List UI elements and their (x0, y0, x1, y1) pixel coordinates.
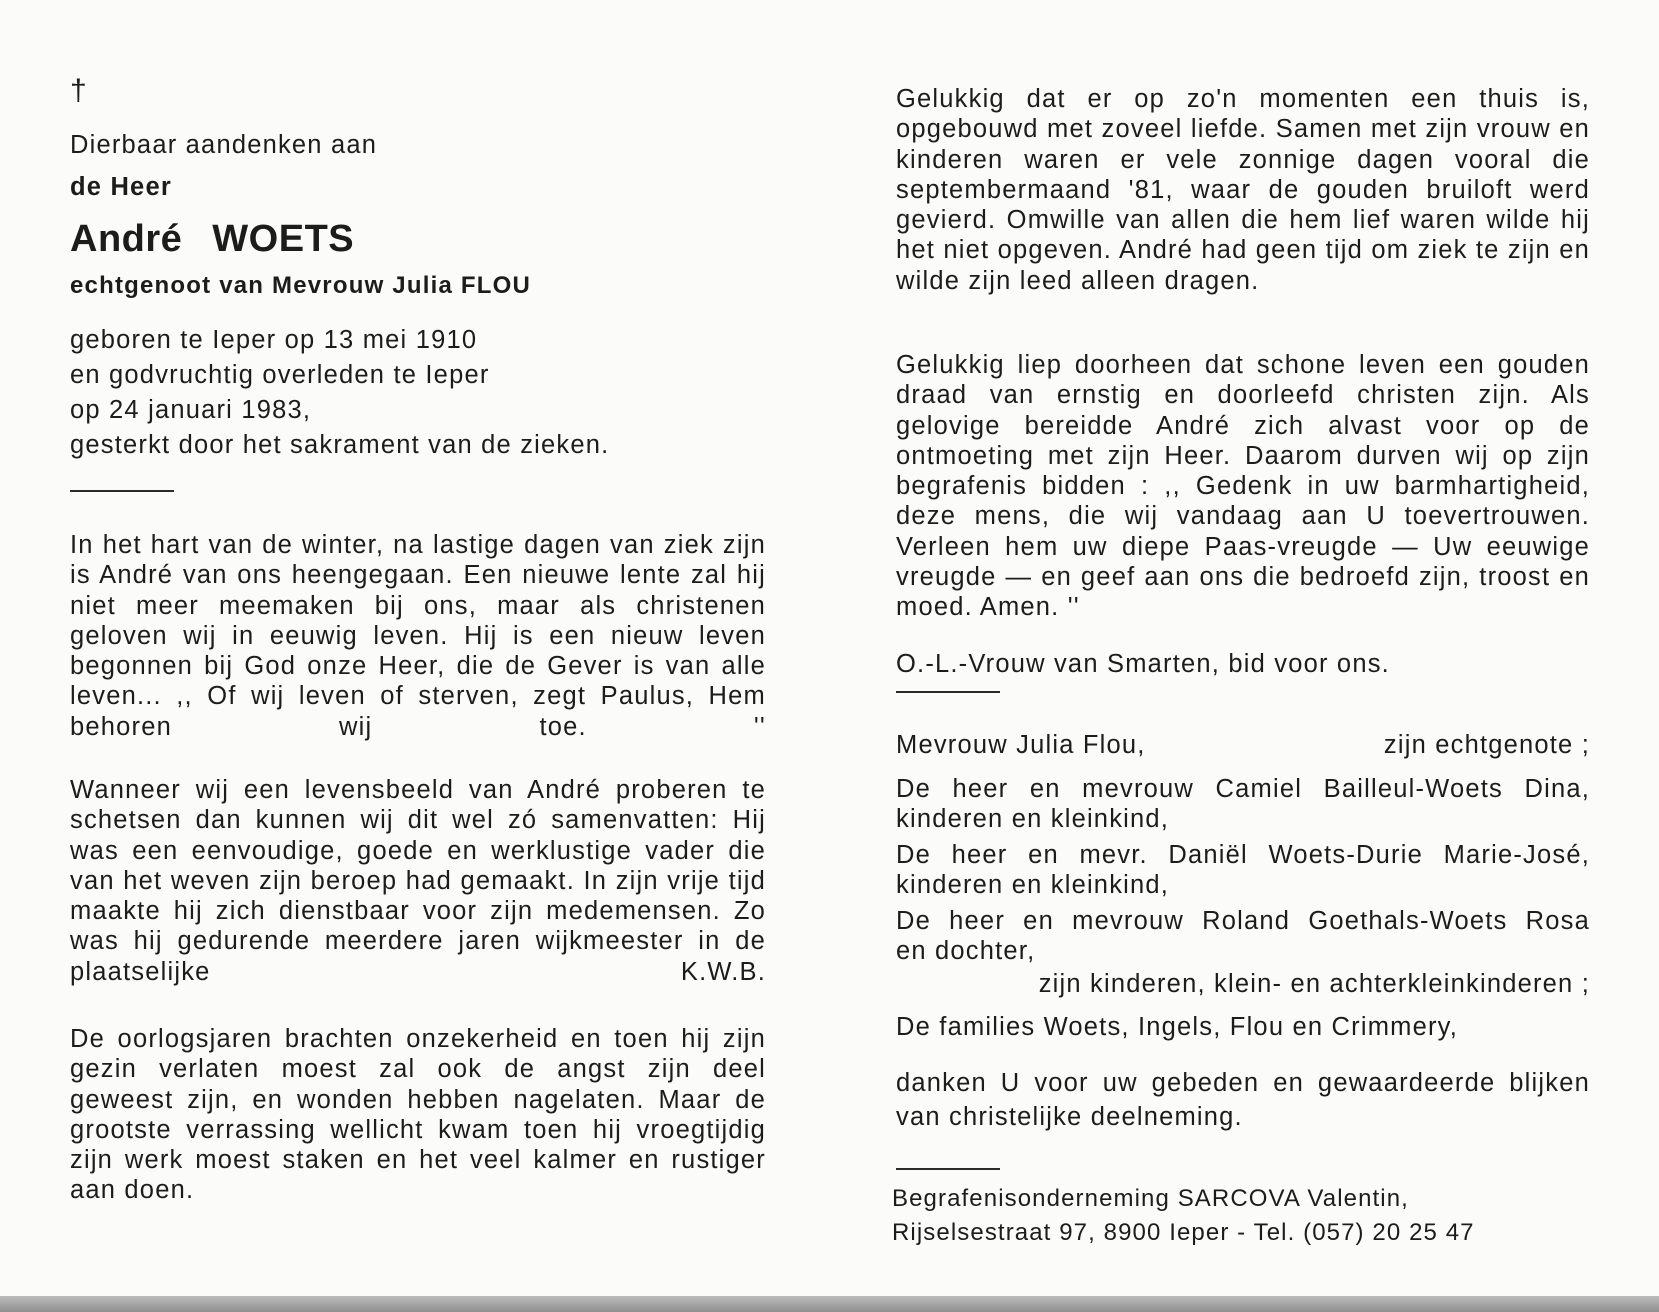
bio-line: en godvruchtig overleden te Ieper (70, 361, 490, 389)
scan-edge (0, 1296, 1659, 1312)
family-line: De heer en mevrouw Roland Goethals-Woets Rosa (896, 907, 1590, 935)
right-paragraph-2: Gelukkig liep doorheen dat schone leven een gouden draad van ernstig en doorleefd christen zijn. Als gelovige bereidde André zich alvast voor op de ontmoeting met zijn Heer. Daarom durven wij op zijn begrafenis bidden : ,, Gedenk in uw barmhartigheid, deze mens, die wij vandaag aan U toevertrouwen. Verleen hem uw diepe Paas-vreugde — Uw eeuwige vreugde — en geef aan ons die bedroefd zijn, troost en moed. Amen. '' (896, 351, 1590, 622)
children-summary: zijn kinderen, klein- en achterkleinkinderen ; (1038, 970, 1590, 998)
families-line: De families Woets, Ingels, Flou en Crimmery, (896, 1013, 1459, 1041)
bio-line: op 24 januari 1983, (70, 396, 312, 424)
left-paragraph-1: In het hart van de winter, na lastige dagen van ziek zijn is André van ons heengegaan. Een nieuwe lente zal hij niet meer meemaken bij ons, maar als christenen geloven wij in eeuwig leven. Hij is een nieuw leven begonnen bij God onze Heer, die de Gever is van alle leven... ,, Of wij leven of sterven, zegt Paulus, Hem behoren wij toe. '' (70, 531, 766, 741)
cross-symbol: † (70, 74, 87, 107)
family-line: De heer en mevr. Daniël Woets-Durie Marie-José, (896, 841, 1590, 869)
family-line: De heer en mevrouw Camiel Bailleul-Woets Dina, (896, 775, 1590, 803)
family-line: kinderen en kleinkind, (896, 871, 1170, 899)
widow-name: Mevrouw Julia Flou, (896, 731, 1146, 759)
spouse-line: echtgenoot van Mevrouw Julia FLOU (70, 272, 531, 299)
undertaker-line-2: Rijselsestraat 97, 8900 Ieper - Tel. (057) 20 25 47 (892, 1219, 1475, 1246)
widow-role: zijn echtgenote ; (1383, 731, 1590, 759)
intro-text: Dierbaar aandenken aan (70, 131, 378, 159)
widow-line (896, 730, 1590, 760)
last-name: WOETS (212, 218, 355, 260)
divider (896, 1168, 1000, 1170)
title-text: de Heer (70, 173, 172, 201)
left-paragraph-3: De oorlogsjaren brachten onzekerheid en toen hij zijn gezin verlaten moest zal ook de angst zijn deel geweest zijn, en wonden hebben nagelaten. Maar de grootste verrassing wellicht kwam toen hij vroegtijdig zijn werk moest staken en het veel kalmer en rustiger aan doen. (70, 1025, 766, 1205)
undertaker-line-1: Begrafenisonderneming SARCOVA Valentin, (892, 1185, 1409, 1212)
right-paragraph-1: Gelukkig dat er op zo'n momenten een thuis is, opgebouwd met zoveel liefde. Samen met zijn vrouw en kinderen waren er vele zonnige dagen vooral die septembermaand '81, waar de gouden bruiloft werd gevierd. Omwille van allen die hem lief waren wilde hij het niet opgeven. André had geen tijd om ziek te zijn en wilde zijn leed alleen dragen. (896, 85, 1590, 295)
bio-line: gesterkt door het sakrament van de zieken. (70, 431, 610, 459)
first-name: André (70, 218, 183, 260)
left-paragraph-2: Wanneer wij een levensbeeld van André proberen te schetsen dan kunnen wij dit wel zó samenvatten: Hij was een eenvoudige, goede en werklustige vader die van het weven zijn beroep had gemaakt. In zijn vrije tijd maakte hij zich dienstbaar voor zijn medemensen. Zo was hij gedurende meerdere jaren wijkmeester in de plaatselijke K.W.B. (70, 776, 766, 986)
divider (70, 490, 174, 492)
thanks-text: danken U voor uw gebeden en gewaardeerde blijken van christelijke deelneming. (896, 1069, 1590, 1131)
bio-block (70, 323, 766, 463)
deceased-name (70, 218, 354, 261)
family-line: en dochter, (896, 937, 1036, 965)
family-line: kinderen en kleinkind, (896, 805, 1170, 833)
bio-line: geboren te Ieper op 13 mei 1910 (70, 326, 478, 354)
prayer-line: O.-L.-Vrouw van Smarten, bid voor ons. (896, 650, 1390, 678)
divider (896, 691, 1000, 693)
